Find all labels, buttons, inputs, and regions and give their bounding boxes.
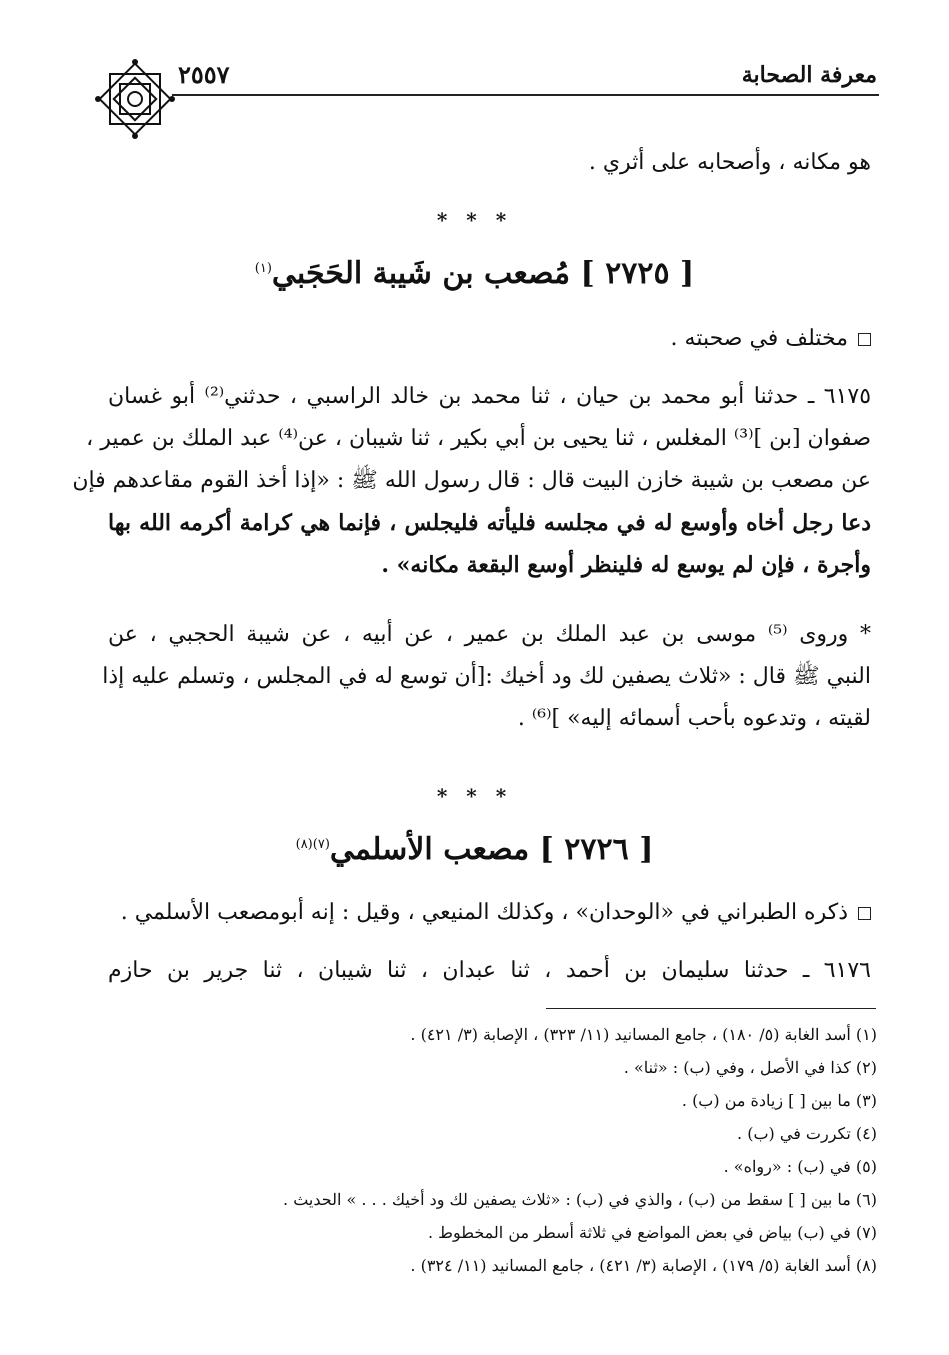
section-separator: * * * xyxy=(436,784,513,808)
octagram-ornament-icon xyxy=(92,56,178,142)
hadith-line: عن مصعب بن شيبة خازن البيت قال : قال رسول الله ﷺ : «إذا أخذ القوم مقاعدهم فإن xyxy=(72,468,871,493)
narration-line: * وروى ⁽⁵⁾ موسى بن عبد الملك بن عمير ، عن أبيه ، عن شيبة الحجبي ، عن xyxy=(108,622,871,647)
note-text: ذكره الطبراني في «الوحدان» ، وكذلك المنيعي ، وقيل : إنه أبومصعب الأسلمي . xyxy=(120,900,848,925)
footnote: (٦) ما بين [ ] سقط من (ب) ، والذي في (ب) : «ثلاث يصفين لك ود أخيك . . . » الحديث . xyxy=(283,1190,877,1209)
hadith-line: صفوان [بن ]⁽³⁾ المغلس ، ثنا يحيى بن أبي بكير ، ثنا شيبان ، عن⁽⁴⁾ عبد الملك بن عمير ، xyxy=(86,426,871,451)
footnote: (٤) تكررت في (ب) . xyxy=(737,1124,877,1143)
footnote: (٨) أسد الغابة (٥/ ١٧٩) ، الإصابة (٣/ ٤٢١) ، جامع المسانيد (١١/ ٣٢٤) . xyxy=(410,1256,877,1275)
entry-heading-text: [ ٢٧٢٥ ] مُصعب بن شَيبة الحَجَبي xyxy=(271,256,695,291)
footnote: (٧) في (ب) بياض في بعض المواضع في ثلاثة أسطر من المخطوط . xyxy=(427,1223,877,1242)
entry-heading-2726 xyxy=(0,832,949,867)
status-text: مختلف في صحبته . xyxy=(670,326,848,351)
running-header-title: معرفة الصحابة xyxy=(741,62,877,88)
footnote: (٢) كذا في الأصل ، وفي (ب) : «ثنا» . xyxy=(623,1058,877,1077)
hadith-line: ٦١٧٥ ـ حدثنا أبو محمد بن حيان ، ثنا محمد بن خالد الراسبي ، حدثني⁽²⁾ أبو غسان xyxy=(108,384,872,409)
narration-line: النبي ﷺ قال : «ثلاث يصفين لك ود أخيك :[أن توسع له في المجلس ، وتسلم عليه إذا xyxy=(102,664,871,689)
entry-heading-text: [ ٢٧٢٦ ] مصعب الأسلمي xyxy=(329,832,654,867)
square-bullet-icon xyxy=(858,333,871,346)
footnote: (٥) في (ب) : «رواه» . xyxy=(723,1157,877,1176)
companion-status xyxy=(108,324,871,354)
hadith-line: ٦١٧٦ ـ حدثنا سليمان بن أحمد ، ثنا عبدان ، ثنا شيبان ، ثنا جرير بن حازم xyxy=(108,958,871,983)
header-rule xyxy=(172,94,879,96)
hadith-line: دعا رجل أخاه وأوسع له في مجلسه فليأته فليجلس ، فإنما هي كرامة أكرمه الله بها xyxy=(108,510,871,536)
entry-note xyxy=(108,898,871,928)
footnote-ref: (٧)(٨) xyxy=(295,837,330,852)
narration-line: لقيته ، وتدعوه بأحب أسمائه إليه» ]⁽⁶⁾ . xyxy=(517,706,871,731)
section-separator: * * * xyxy=(436,208,513,232)
page-number: ٢٥٥٧ xyxy=(178,60,230,89)
square-bullet-icon xyxy=(858,907,871,920)
footnote: (١) أسد الغابة (٥/ ١٨٠) ، جامع المسانيد (١١/ ٣٢٣) ، الإصابة (٣/ ٤٢١) . xyxy=(410,1025,877,1044)
intro-line: هو مكانه ، وأصحابه على أثري . xyxy=(588,150,871,175)
hadith-line: وأجرة ، فإن لم يوسع له فلينظر أوسع البقعة مكانه» . xyxy=(381,552,871,578)
footnote: (٣) ما بين [ ] زيادة من (ب) . xyxy=(681,1091,877,1110)
footnote-rule xyxy=(546,1008,876,1009)
footnote-ref: (١) xyxy=(254,261,272,276)
entry-heading-2725 xyxy=(0,256,949,291)
